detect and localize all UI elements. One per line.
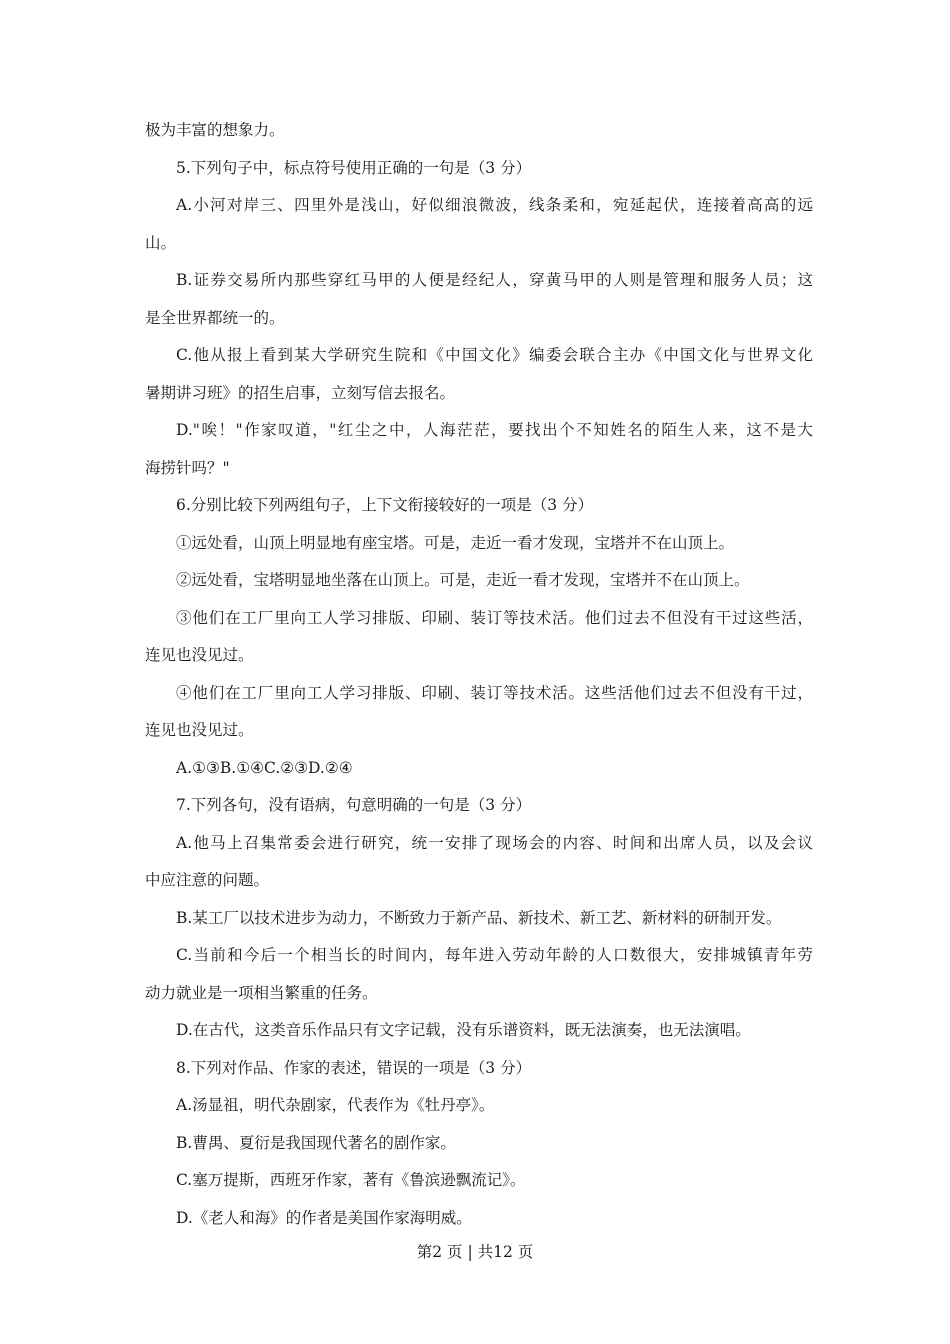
text-line: 5.下列句子中，标点符号使用正确的一句是（3 分）	[176, 158, 532, 177]
text-line: ②远处看，宝塔明显地坐落在山顶上。可是，走近一看才发现，宝塔并不在山顶上。	[176, 571, 750, 589]
text-line: 极为丰富的想象力。	[145, 121, 285, 139]
text-line: A.①③B.①④C.②③D.②④	[176, 758, 353, 777]
text-line: 连见也没见过。	[145, 721, 254, 739]
text-line: 是全世界都统一的。	[145, 308, 285, 327]
text-line: C.他从报上看到某大学研究生院和《中国文化》编委会联合主办《中国文化与世界文化	[176, 346, 813, 364]
text-line: ③他们在工厂里向工人学习排版、印刷、装订等技术活。他们过去不但没有干过这些活，	[176, 608, 813, 627]
text-line: 连见也没见过。	[145, 646, 254, 664]
text-line: D.在古代，这类音乐作品只有文字记载，没有乐谱资料，既无法演奏，也无法演唱。	[176, 1021, 751, 1039]
text-line: D."唉！"作家叹道，"红尘之中，人海茫茫，要找出个不知姓名的陌生人来，这不是大	[176, 421, 813, 439]
text-line: 7.下列各句，没有语病，句意明确的一句是（3 分）	[176, 796, 532, 814]
document-body	[145, 112, 813, 1237]
text-line: C.当前和今后一个相当长的时间内，每年进入劳动年龄的人口数很大，安排城镇青年劳	[176, 946, 813, 964]
text-line: B.证券交易所内那些穿红马甲的人便是经纪人，穿黄马甲的人则是管理和服务人员；这	[176, 271, 813, 289]
text-line: 暑期讲习班》的招生启事，立刻写信去报名。	[145, 383, 456, 402]
text-line: D.《老人和海》的作者是美国作家海明威。	[176, 1208, 472, 1227]
text-line: 中应注意的问题。	[145, 871, 270, 889]
text-line: 山。	[145, 233, 177, 252]
text-line: ①远处看，山顶上明显地有座宝塔。可是，走近一看才发现，宝塔并不在山顶上。	[176, 533, 735, 552]
text-line: B.曹禺、夏衍是我国现代著名的剧作家。	[176, 1133, 456, 1152]
text-line: 6.分别比较下列两组句子，上下文衔接较好的一项是（3 分）	[176, 496, 594, 514]
page-footer: 第2 页 | 共12 页	[416, 1243, 534, 1261]
text-line: B.某工厂以技术进步为动力，不断致力于新产品、新技术、新工艺、新材料的研制开发。	[176, 908, 782, 927]
text-line: A.汤显祖，明代杂剧家，代表作为《牡丹亭》。	[176, 1096, 495, 1114]
text-line: A.小河对岸三、四里外是浅山，好似细浪微波，线条柔和，宛延起伏，连接着高高的远	[176, 196, 813, 214]
text-line: C.塞万提斯，西班牙作家，著有《鲁滨逊飘流记》。	[176, 1171, 526, 1189]
text-line: 海捞针吗？"	[145, 458, 230, 477]
text-line: 动力就业是一项相当繁重的任务。	[145, 983, 378, 1002]
text-line: ④他们在工厂里向工人学习排版、印刷、装订等技术活。这些活他们过去不但没有干过，	[176, 683, 813, 702]
text-line: A.他马上召集常委会进行研究，统一安排了现场会的内容、时间和出席人员，以及会议	[176, 833, 813, 852]
text-line: 8.下列对作品、作家的表述，错误的一项是（3 分）	[176, 1058, 532, 1077]
